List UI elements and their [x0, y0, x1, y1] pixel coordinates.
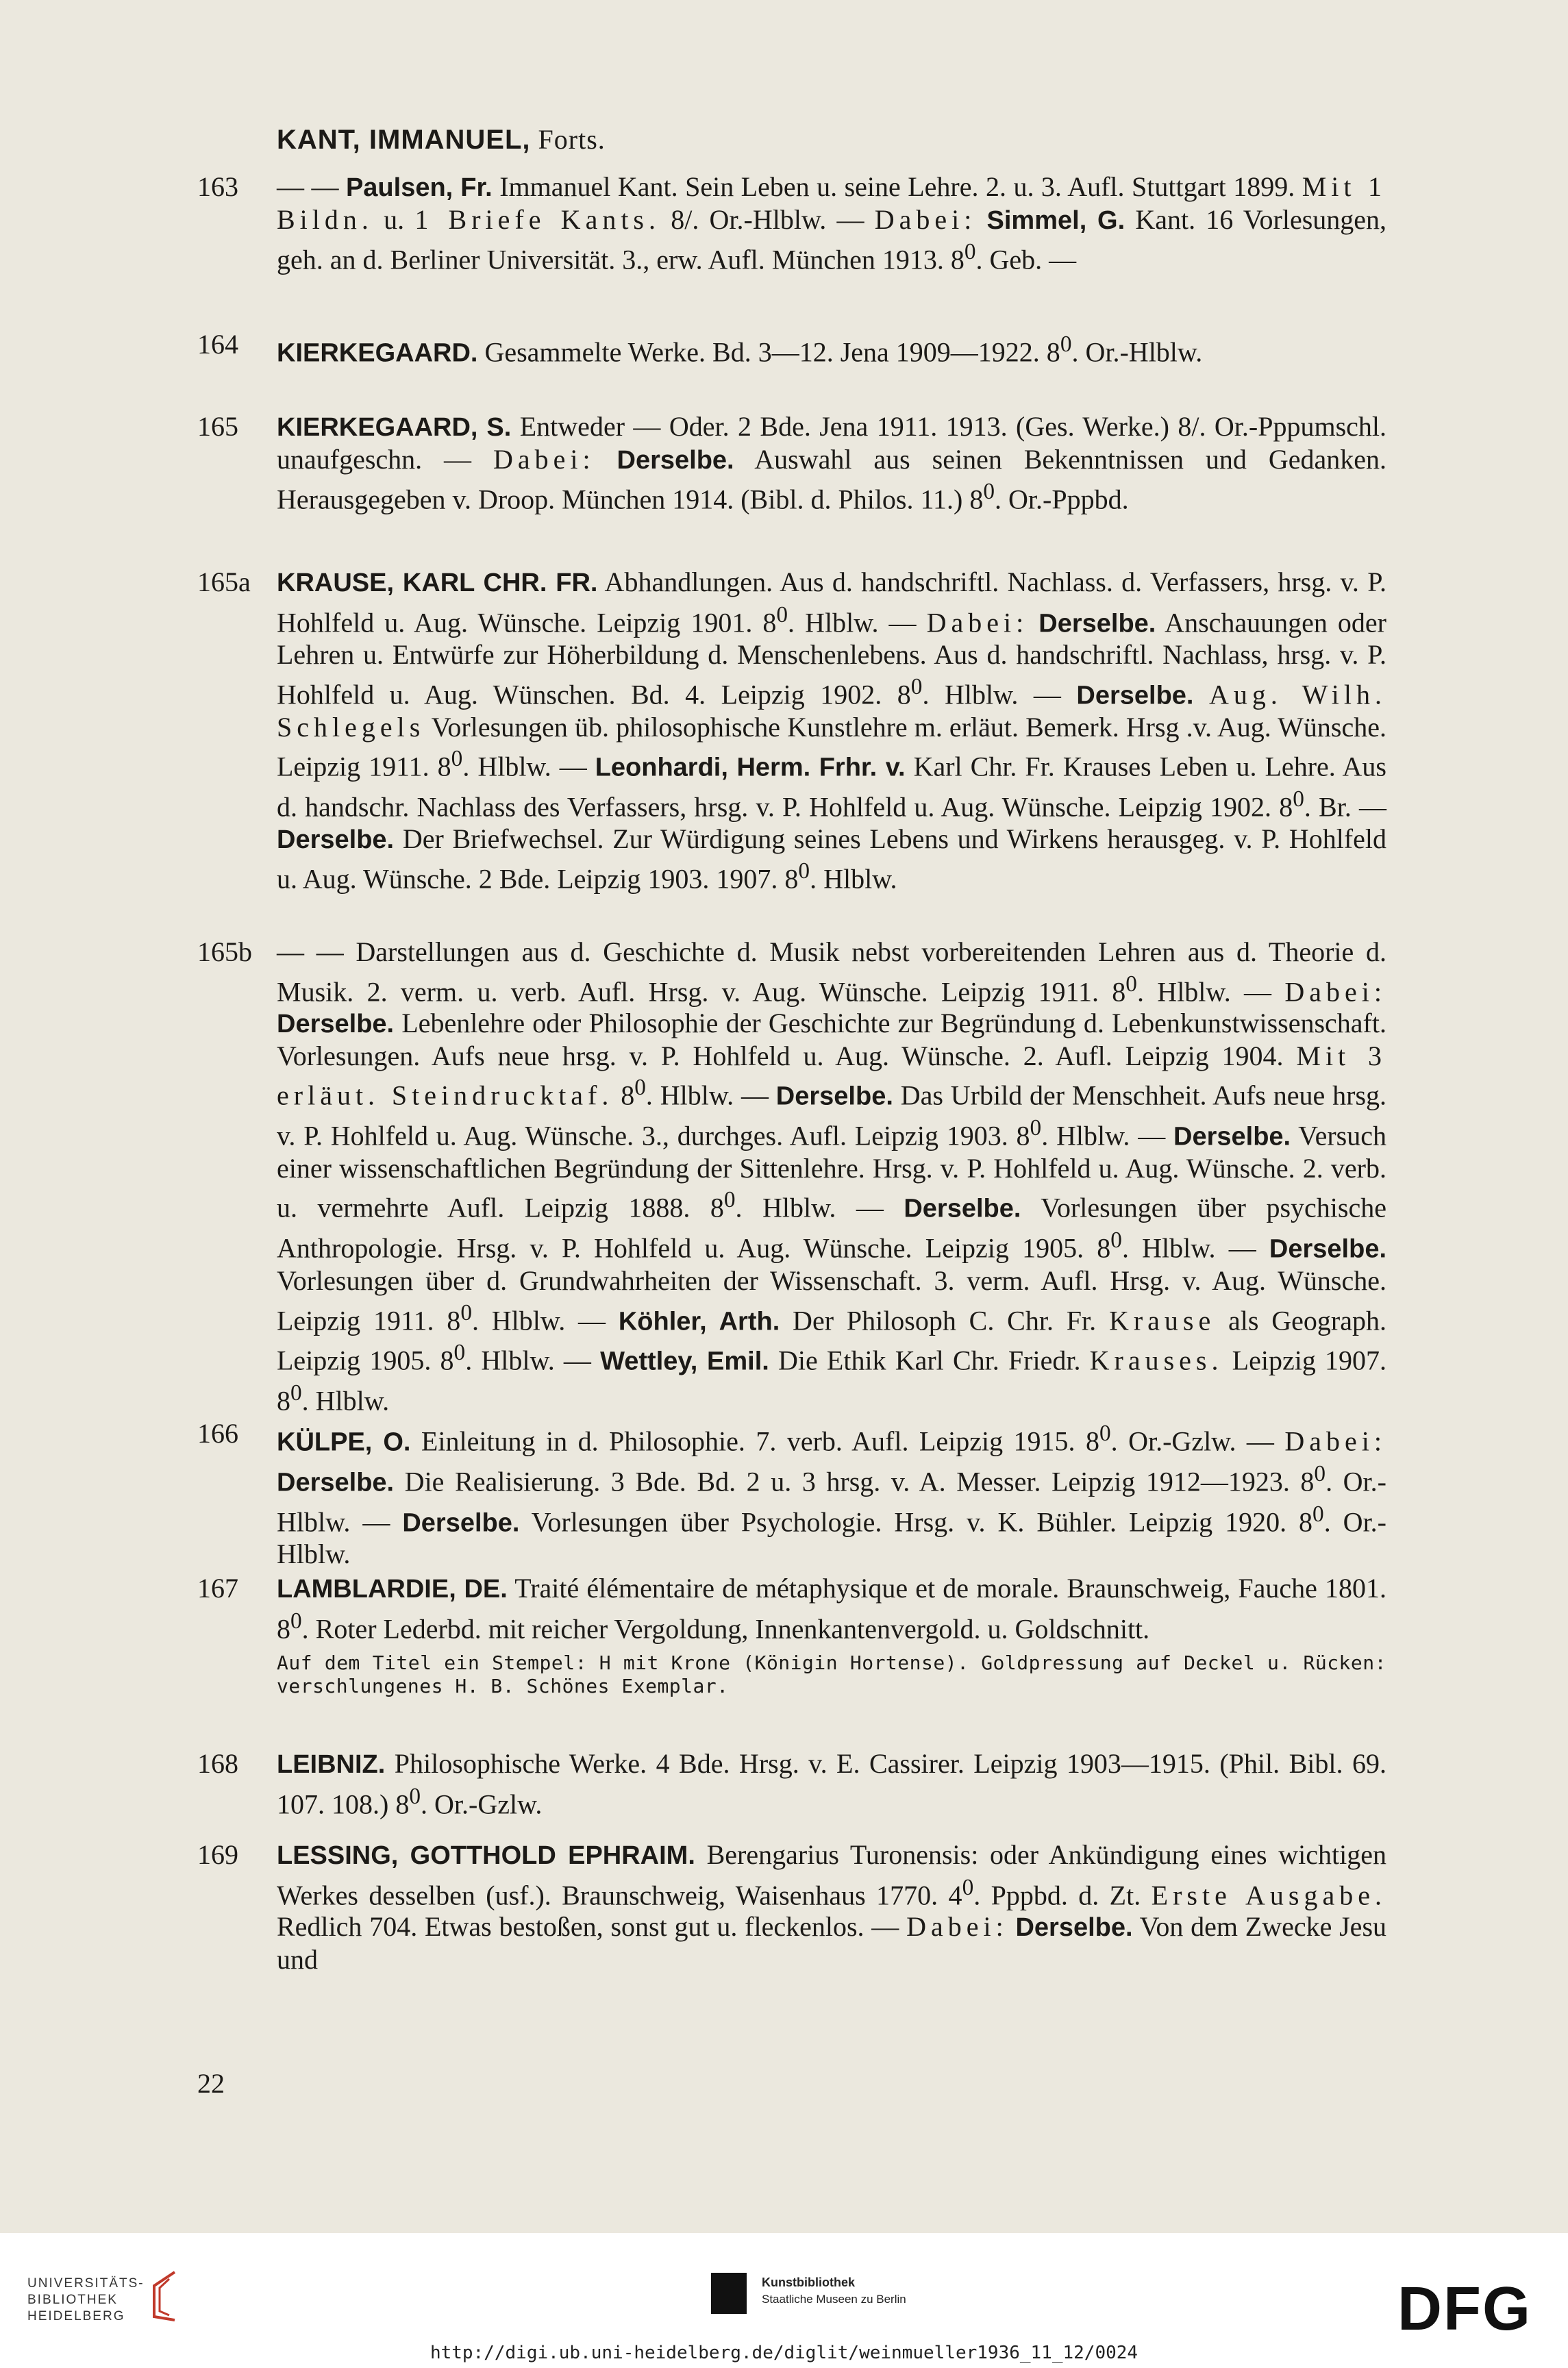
entry-text: KIERKEGAARD. Gesammelte Werke. Bd. 3—12. Jena 1909—1922. $8^0$. Or.-Hlblw.: [277, 332, 1203, 368]
entry-number: 164: [197, 329, 238, 360]
entry-number: 169: [197, 1839, 238, 1870]
header-cont: Forts.: [530, 124, 606, 155]
dfg-logo[interactable]: DFG: [1397, 2275, 1532, 2343]
entry-text: — — Paulsen, Fr. Immanuel Kant. Sein Leben u. seine Lehre. 2. u. 3. Aufl. Stuttgart 1899. Mit 1 Bildn. u. 1 Briefe Kants. 8/. Or.-Hlblw. — Dabei: Simmel, G. Kant. 16 Vorlesungen, geh. an d. Berliner Universität. 3., erw. Aufl. München 1913. $8^0$. Geb. —: [277, 171, 1387, 275]
entry-number: 166: [197, 1418, 238, 1449]
source-url-link[interactable]: http://digi.ub.uni-heidelberg.de/diglit/weinmueller1936_11_12/0024: [430, 2343, 1138, 2363]
kunstbibliothek-logo-icon[interactable]: [711, 2273, 747, 2314]
entry-number: 165: [197, 411, 238, 442]
entry-text: LAMBLARDIE, DE. Traité élémentaire de métaphysique et de morale. Braunschweig, Fauche 1801. $8^0$. Roter Lederbd. mit reicher Vergoldung, Innenkantenvergold. u. Goldschnitt. Auf dem Titel ein Stempel: H mit Krone (Königin Hortense). Goldpressung auf Deckel u. Rücken: verschlungenes H. B. Schönes Exemplar.: [277, 1573, 1386, 1698]
running-header: [277, 123, 606, 155]
ub-line-3: HEIDELBERG: [27, 2309, 125, 2323]
entry-number: 165a: [197, 566, 251, 597]
kb-title: Kunstbibliothek: [762, 2276, 855, 2289]
digitization-footer: [0, 2233, 1568, 2368]
entry-text: KIERKEGAARD, S. Entweder — Oder. 2 Bde. Jena 1911. 1913. (Ges. Werke.) 8/. Or.-Pppumschl. unaufgeschn. — Dabei: Derselbe. Auswahl aus seinen Bekenntnissen und Gedanken. Herausgegeben v. Droop. München 1914. (Bibl. d. Philos. 11.) $8^0$. Or.-Pppbd.: [277, 411, 1387, 515]
entry-number: 165b: [197, 936, 252, 967]
page-number: 22: [197, 2068, 225, 2099]
ub-line-1: UNIVERSITÄTS-: [27, 2276, 145, 2291]
entry-text: LEIBNIZ. Philosophische Werke. 4 Bde. Hrsg. v. E. Cassirer. Leipzig 1903—1915. (Phil. Bibl. 69. 107. 108.) $8^0$. Or.-Gzlw.: [277, 1748, 1386, 1819]
kb-subtitle: Staatliche Museen zu Berlin: [762, 2293, 906, 2306]
entry-number: 163: [197, 171, 238, 202]
entry-text: LESSING, GOTTHOLD EPHRAIM. Berengarius Turonensis: oder Ankündigung eines wichtigen Werkes desselben (usf.). Braunschweig, Waisenhaus 1770. $4^0$. Pppbd. d. Zt. Erste Ausgabe. Redlich 704. Etwas bestoßen, sonst gut u. fleckenlos. — Dabei: Derselbe. Von dem Zwecke Jesu und: [277, 1839, 1387, 1975]
entry-number: 167: [197, 1573, 238, 1604]
entry-text: — — Darstellungen aus d. Geschichte d. Musik nebst vorbereitenden Lehren aus d. Theorie d. Musik. 2. verm. u. verb. Aufl. Hrsg. v. Aug. Wünsche. Leipzig 1911. $8^0$. Hlblw. — Dabei: Derselbe. Lebenlehre oder Philosophie der Geschichte zur Begründung d. Lebenkunstwissenschaft. Vorlesungen. Aufs neue hrsg. v. P. Hohlfeld u. Aug. Wünsche. 2. Aufl. Leipzig 1904. Mit 3 erläut. Steindrucktaf. $8^0$. Hlblw. — Derselbe. Das Urbild der Menschheit. Aufs neue hrsg. v. P. Hohlfeld u. Aug. Wünsche. 3., durchges. Aufl. Leipzig 1903. $8^0$. Hlblw. — Derselbe. Versuch einer wissenschaftlichen Begründung der Sittenlehre. Hrsg. v. P. Hohlfeld u. Aug. Wünsche. 2. verb. u. vermehrte Aufl. Leipzig 1888. $8^0$. Hlblw. — Derselbe. Vorlesungen über psychische Anthropologie. Hrsg. v. P. Hohlfeld u. Aug. Wünsche. Leipzig 1905. $8^0$. Hlblw. — Derselbe. Vorlesungen über d. Grundwahrheiten der Wissenschaft. 3. verm. Aufl. Hrsg. v. Aug. Wünsche. Leipzig 1911. $8^0$. Hlblw. — Köhler, Arth. Der Philosoph C. Chr. Fr. Krause als Geograph. Leipzig 1905. $8^0$. Hlblw. — Wettley, Emil. Die Ethik Karl Chr. Friedr. Krauses. Leipzig 1907. $8^0$. Hlblw.: [277, 936, 1387, 1417]
entry-number: 168: [197, 1748, 238, 1779]
entry-text: KÜLPE, O. Einleitung in d. Philosophie. 7. verb. Aufl. Leipzig 1915. $8^0$. Or.-Gzlw. — Dabei: Derselbe. Die Realisierung. 3 Bde. Bd. 2 u. 3 hrsg. v. A. Messer. Leipzig 1912—1923. $8^0$. Or.-Hlblw. — Derselbe. Vorlesungen über Psychologie. Hrsg. v. K. Bühler. Leipzig 1920. $8^0$. Or.-Hlblw.: [277, 1421, 1386, 1570]
ub-heidelberg-logo[interactable]: [27, 2276, 145, 2325]
kunstbibliothek-label: [762, 2274, 906, 2308]
header-author: KANT, IMMANUEL,: [277, 125, 531, 155]
ub-mark-icon: [140, 2269, 182, 2323]
ub-line-2: BIBLIOTHEK: [27, 2293, 118, 2307]
entry-text: KRAUSE, KARL CHR. FR. Abhandlungen. Aus d. handschriftl. Nachlass. d. Verfassers, hrsg. v. P. Hohlfeld u. Aug. Wünsche. Leipzig 1901. $8^0$. Hlblw. — Dabei: Derselbe. Anschauungen oder Lehren u. Entwürfe zur Höherbildung d. Menschenlebens. Aus d. handschriftl. Nachlass, hrsg. v. P. Hohlfeld u. Aug. Wünschen. Bd. 4. Leipzig 1902. $8^0$. Hlblw. — Derselbe. Aug. Wilh. Schlegels Vorlesungen üb. philosophische Kunstlehre m. erläut. Bemerk. Hrsg .v. Aug. Wünsche. Leipzig 1911. $8^0$. Hlblw. — Leonhardi, Herm. Frhr. v. Karl Chr. Fr. Krauses Leben u. Lehre. Aus d. handschr. Nachlass des Verfassers, hrsg. v. P. Hohlfeld u. Aug. Wünsche. Leipzig 1902. $8^0$. Br. — Derselbe. Der Briefwechsel. Zur Würdigung seines Lebens und Wirkens herausgeg. v. P. Hohlfeld u. Aug. Wünsche. 2 Bde. Leipzig 1903. 1907. $8^0$. Hlblw.: [277, 566, 1387, 895]
